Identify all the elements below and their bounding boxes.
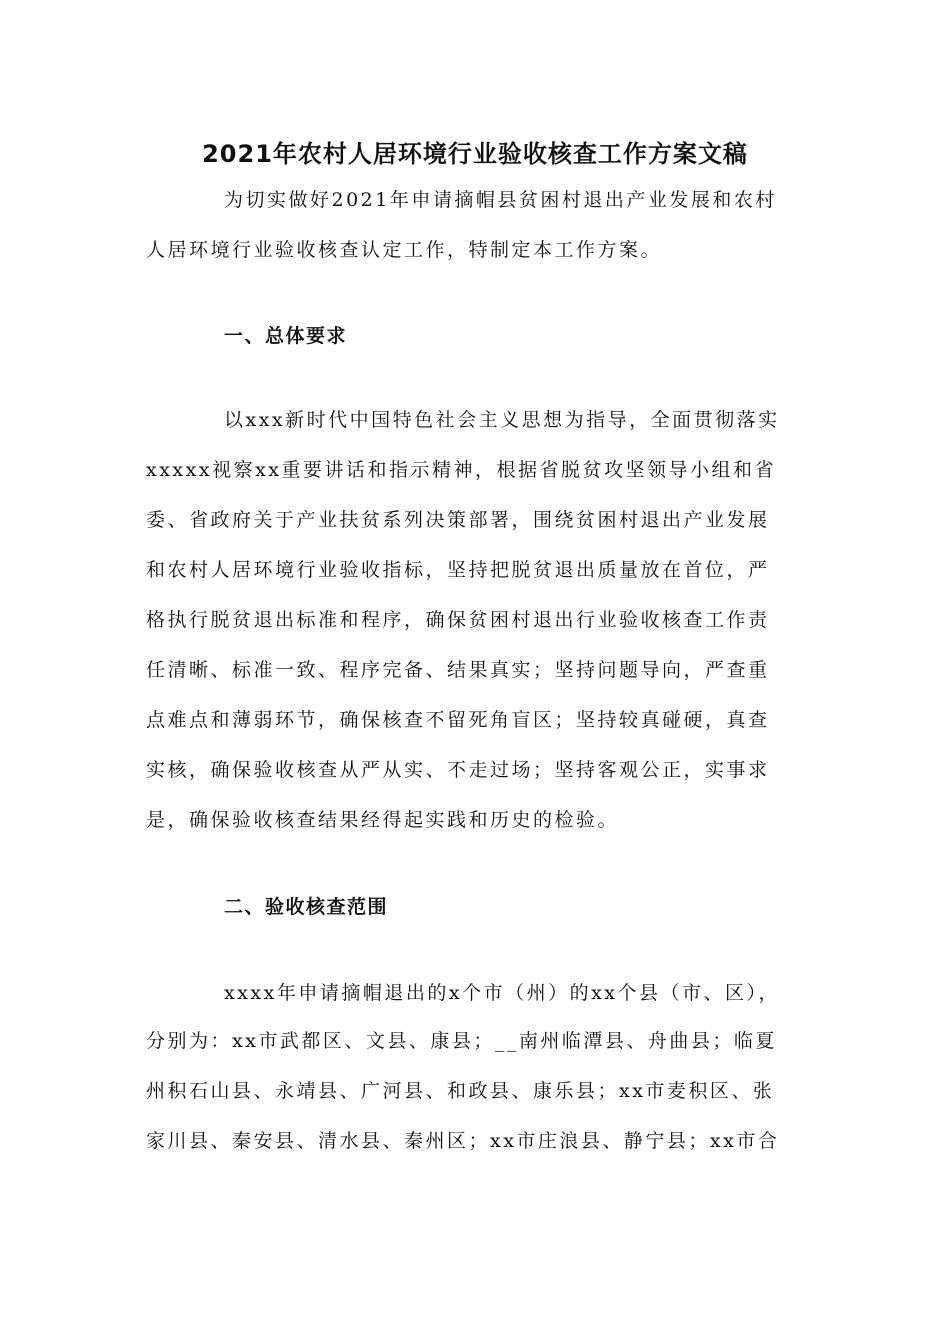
paragraph-line: 是，确保验收核查结果经得起实践和历史的检验。	[146, 809, 620, 831]
paragraph-line: 以xxx新时代中国特色社会主义思想为指导，全面贯彻落实	[224, 409, 780, 431]
paragraph-line: 和农村人居环境行业验收指标，坚持把脱贫退出质量放在首位，严	[146, 559, 770, 581]
paragraph-line: 委、省政府关于产业扶贫系列决策部署，围绕贫困村退出产业发展	[146, 509, 770, 531]
intro-line: 为切实做好2021年申请摘帽县贫困村退出产业发展和农村	[224, 189, 777, 211]
paragraph-line: 点难点和薄弱环节，确保核查不留死角盲区；坚持较真碰硬，真查	[146, 709, 770, 731]
paragraph-line: 州积石山县、永靖县、广河县、和政县、康乐县；xx市麦积区、张	[146, 1080, 775, 1102]
document-title: 2021年农村人居环境行业验收核查工作方案文稿	[202, 140, 748, 168]
paragraph-line: 实核，确保验收核查从严从实、不走过场；坚持客观公正，实事求	[146, 759, 770, 781]
paragraph-line: 家川县、秦安县、清水县、秦州区；xx市庄浪县、静宁县；xx市合	[146, 1130, 780, 1152]
paragraph-line: xxxxx视察xx重要讲话和指示精神，根据省脱贫攻坚领导小组和省	[146, 459, 777, 481]
section-heading: 一、总体要求	[224, 325, 348, 347]
paragraph-line: 格执行脱贫退出标准和程序，确保贫困村退出行业验收核查工作责	[146, 609, 770, 631]
paragraph-line: 分别为：xx市武都区、文县、康县；__南州临潭县、舟曲县；临夏	[146, 1030, 777, 1052]
intro-line: 人居环境行业验收核查认定工作，特制定本工作方案。	[146, 239, 663, 261]
paragraph-line: xxxx年申请摘帽退出的x个市（州）的xx个县（市、区），	[224, 982, 781, 1004]
section-heading: 二、验收核查范围	[224, 896, 389, 918]
paragraph-line: 任清晰、标准一致、程序完备、结果真实；坚持问题导向，严查重	[146, 659, 770, 681]
